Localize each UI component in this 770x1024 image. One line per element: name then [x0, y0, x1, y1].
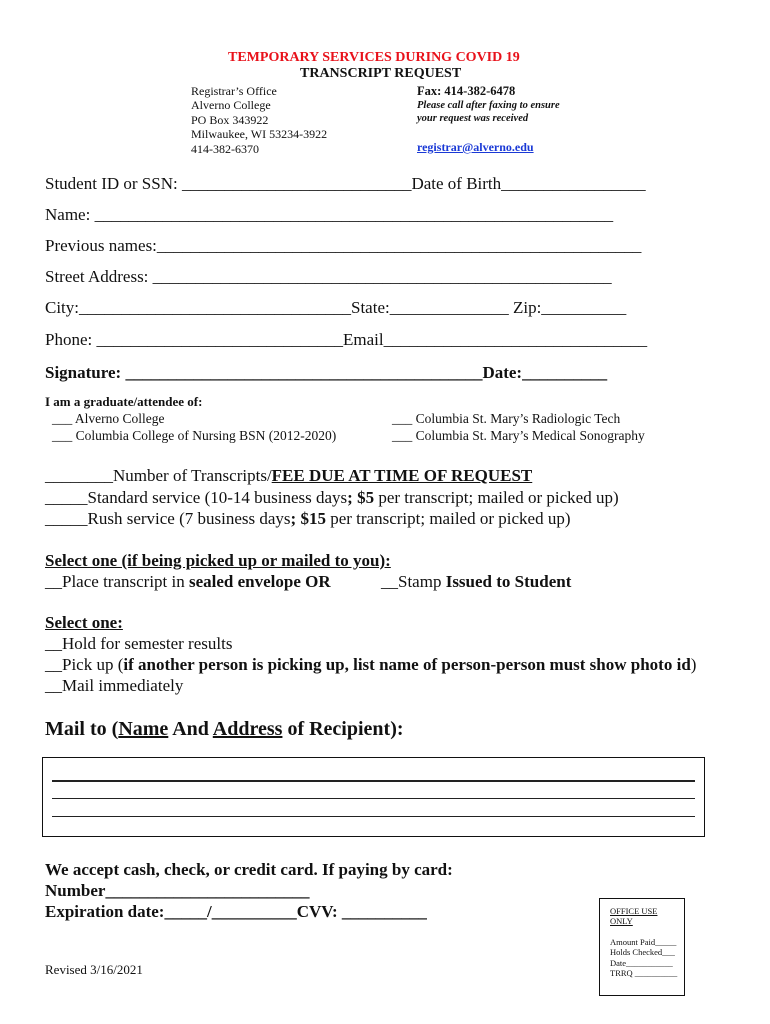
office-use-box — [599, 898, 685, 996]
transcripts-blank: ________ — [45, 466, 113, 485]
recipient-address-box[interactable] — [42, 757, 705, 837]
card-number-field[interactable]: Number________________________ — [45, 881, 310, 900]
phone-email-field[interactable]: Phone: _____________________________Email_______________________________ — [45, 330, 648, 349]
fee-notice: FEE DUE AT TIME OF REQUEST — [271, 466, 533, 485]
revision-date: Revised 3/16/2021 — [45, 962, 143, 977]
address-line: Registrar’s Office — [191, 84, 277, 98]
option-alverno-college[interactable]: ___ Alverno College — [52, 411, 165, 426]
recipient-line[interactable] — [52, 780, 695, 782]
registrar-address — [191, 84, 327, 156]
fax-note-line: Please call after faxing to ensure — [417, 100, 560, 111]
sealed-envelope-bold: sealed envelope OR — [189, 572, 331, 591]
street-address-field[interactable]: Street Address: ______________________________________________________ — [45, 267, 612, 286]
rush-price: ; $15 — [290, 509, 326, 528]
handling-select-heading: Select one: — [45, 613, 123, 632]
fax-note-line: your request was received — [417, 113, 529, 124]
pick-up-bold: if another person is picking up, list name of person-person must show photo id — [123, 655, 691, 674]
student-id-field[interactable]: Student ID or SSN: ___________________________Date of Birth_________________ — [45, 174, 646, 193]
pick-up-option[interactable] — [45, 655, 696, 675]
standard-text: _____Standard service (10-14 business days — [45, 488, 348, 507]
form-title: TEMPORARY SERVICES DURING COVID 19 — [228, 50, 520, 65]
payment-methods-text: We accept cash, check, or credit card. If paying by card: — [45, 860, 453, 879]
mail-to-pre: Mail to ( — [45, 718, 119, 740]
rush-text-post: per transcript; mailed or picked up) — [325, 509, 571, 528]
mail-to-name: Name — [118, 718, 169, 740]
option-medical-sonography[interactable]: ___ Columbia St. Mary’s Medical Sonography — [392, 428, 645, 443]
mail-immediately-option[interactable]: __Mail immediately — [45, 676, 184, 695]
expiration-cvv-field[interactable]: Expiration date:_____/__________CVV: __________ — [45, 902, 427, 921]
city-state-zip-field[interactable]: City:________________________________State:______________ Zip:__________ — [45, 298, 627, 317]
recipient-line[interactable] — [52, 816, 695, 817]
name-field[interactable]: Name: _____________________________________________________________ — [45, 205, 614, 224]
signature-field[interactable]: Signature: __________________________________________Date:__________ — [45, 363, 608, 382]
office-use-label: OFFICE USE — [610, 906, 658, 916]
mail-to-heading — [45, 718, 404, 741]
number-of-transcripts-field[interactable] — [45, 466, 532, 486]
registrar-email-link[interactable]: registrar@alverno.edu — [417, 140, 534, 154]
address-line: PO Box 343922 — [191, 112, 269, 127]
office-use-label: ONLY — [610, 916, 633, 927]
stamp-bold: Issued to Student — [445, 572, 572, 591]
delivery-select-heading: Select one (if being picked up or mailed to you): — [45, 551, 391, 570]
mail-to-post: of Recipient): — [282, 718, 404, 740]
hold-semester-option[interactable]: __Hold for semester results — [45, 634, 233, 653]
stamp-text: __Stamp — [381, 572, 446, 591]
office-line: Amount Paid_____ — [610, 936, 677, 947]
option-radiologic-tech[interactable]: ___ Columbia St. Mary’s Radiologic Tech — [392, 411, 621, 426]
previous-names-field[interactable]: Previous names:_________________________________________________________ — [45, 236, 642, 255]
office-line: Holds Checked___ — [610, 947, 675, 958]
address-line: Milwaukee, WI 53234-3922 — [191, 127, 328, 142]
option-columbia-nursing[interactable]: ___ Columbia College of Nursing BSN (2012-2020) — [52, 428, 337, 443]
rush-service-option[interactable] — [45, 509, 570, 529]
mail-to-and: And — [168, 718, 213, 740]
transcripts-label: Number of Transcripts/ — [113, 466, 272, 485]
standard-price: ; $5 — [347, 488, 375, 507]
sealed-envelope-option[interactable] — [45, 572, 331, 592]
stamp-issued-option[interactable] — [381, 572, 571, 592]
pick-up-close: ) — [690, 655, 697, 674]
address-line: Alverno College — [191, 98, 271, 113]
address-line: 414-382-6370 — [191, 141, 259, 156]
pick-up-text: __Pick up ( — [45, 655, 124, 674]
recipient-line[interactable] — [52, 798, 695, 799]
standard-text-post: per transcript; mailed or picked up) — [374, 488, 619, 507]
rush-text: _____Rush service (7 business days — [45, 509, 291, 528]
standard-service-option[interactable] — [45, 488, 619, 508]
graduate-heading: I am a graduate/attendee of: — [45, 394, 203, 409]
sealed-envelope-text: __Place transcript in — [45, 572, 189, 591]
form-subtitle: TRANSCRIPT REQUEST — [300, 66, 462, 81]
fax-number: Fax: 414-382-6478 — [417, 84, 516, 98]
office-line: TRRQ __________ — [610, 968, 678, 979]
mail-to-address: Address — [212, 718, 283, 740]
office-line: Date___________ — [610, 957, 673, 968]
